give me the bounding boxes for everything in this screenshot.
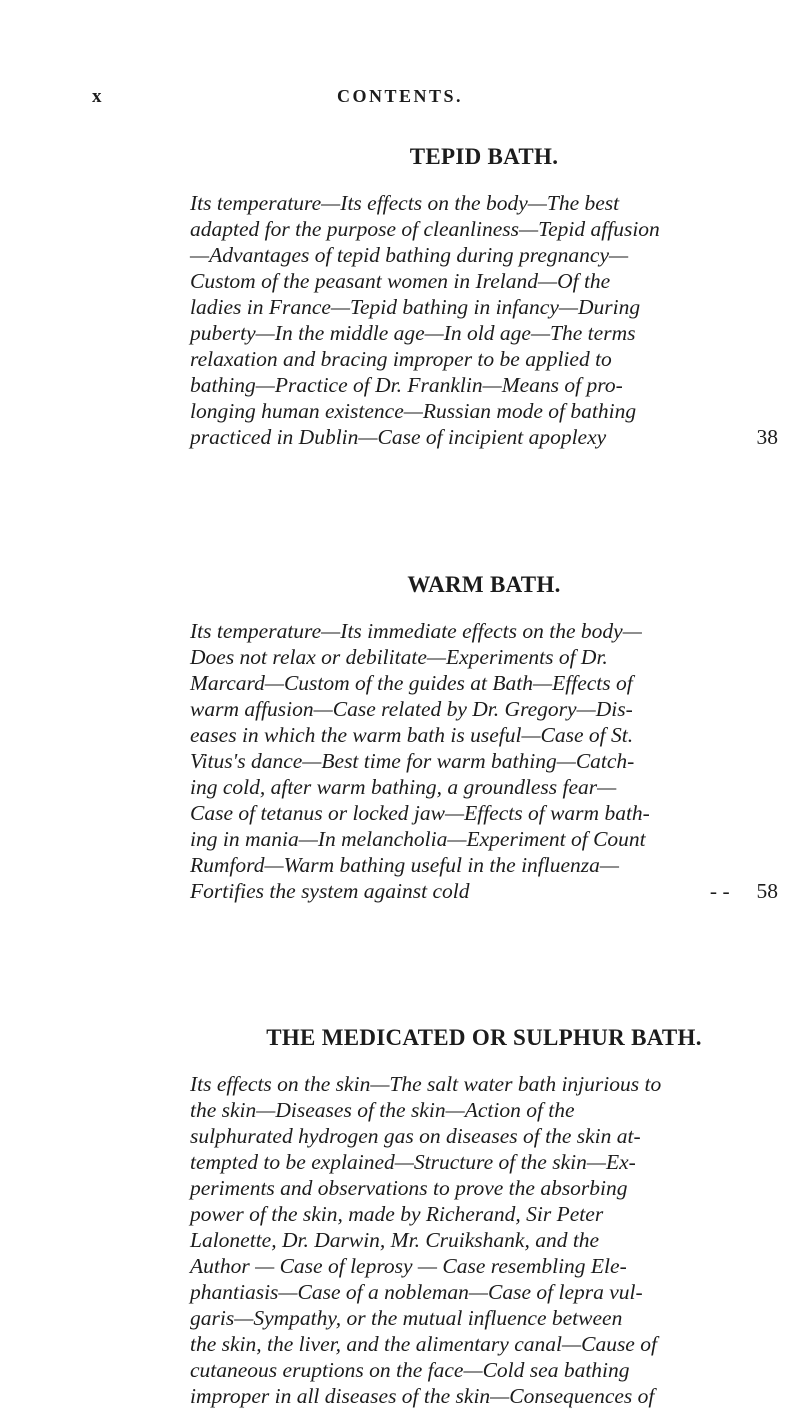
summary-line: bathing—Practice of Dr. Franklin—Means of pro- [190, 373, 623, 397]
summary-line: Its temperature—Its immediate effects on the body— [190, 619, 642, 643]
dot-leader: - - [709, 879, 730, 903]
summary-line-last [190, 878, 778, 904]
summary-line: tempted to be explained—Structure of the skin—Ex- [190, 1150, 636, 1174]
summary-line: —Advantages of tepid bathing during pregnancy— [190, 243, 629, 267]
summary-line: Its effects on the skin—The salt water bath injurious to [190, 1072, 662, 1096]
section-tepid-bath [190, 142, 778, 450]
summary-line: Does not relax or debilitate—Experiments of Dr. [190, 645, 608, 669]
summary-line: adapted for the purpose of cleanliness—Tepid affusion [190, 217, 660, 241]
page-number: x [92, 86, 103, 107]
page-reference: 58 [756, 879, 778, 903]
summary-line: power of the skin, made by Richerand, Sir Peter [190, 1202, 604, 1226]
summary-line: Vitus's dance—Best time for warm bathing—Catch- [190, 749, 635, 773]
summary-line: Its temperature—Its effects on the body—The best [190, 191, 620, 215]
section-summary [190, 618, 778, 904]
running-head-title: CONTENTS. [336, 86, 464, 106]
summary-line: Custom of the peasant women in Ireland—Of the [190, 269, 611, 293]
summary-line: the skin—Diseases of the skin—Action of the [190, 1098, 575, 1122]
summary-line: relaxation and bracing improper to be applied to [190, 347, 612, 371]
summary-line: sulphurated hydrogen gas on diseases of the skin at- [190, 1124, 641, 1148]
summary-line: Case of tetanus or locked jaw—Effects of warm bath- [190, 801, 650, 825]
section-summary [190, 1071, 778, 1409]
section-title: TEPID BATH. [409, 144, 559, 169]
summary-line: phantiasis—Case of a nobleman—Case of lepra vul- [190, 1280, 643, 1304]
summary-line: Lalonette, Dr. Darwin, Mr. Cruikshank, and the [190, 1228, 600, 1252]
section-title: WARM BATH. [407, 572, 561, 597]
summary-line: improper in all diseases of the skin—Consequences of [190, 1384, 655, 1408]
section-title: THE MEDICATED OR SULPHUR BATH. [266, 1025, 702, 1050]
summary-line: cutaneous eruptions on the face—Cold sea bathing [190, 1358, 630, 1382]
section-warm-bath [190, 570, 778, 904]
running-head [0, 86, 800, 112]
summary-line-text: Fortifies the system against cold [190, 879, 470, 903]
page-reference-group [710, 878, 778, 904]
section-summary [190, 190, 778, 450]
summary-line: warm affusion—Case related by Dr. Gregory—Dis- [190, 697, 633, 721]
summary-line: garis—Sympathy, or the mutual influence between [190, 1306, 623, 1330]
summary-line: ladies in France—Tepid bathing in infancy—During [190, 295, 641, 319]
page-reference: 38 [756, 425, 778, 449]
summary-line: the skin, the liver, and the alimentary canal—Cause of [190, 1332, 657, 1356]
section-sulphur-bath [190, 1023, 778, 1409]
summary-line: puberty—In the middle age—In old age—The terms [190, 321, 636, 345]
summary-line: longing human existence—Russian mode of bathing [190, 399, 637, 423]
summary-line: Marcard—Custom of the guides at Bath—Effects of [190, 671, 633, 695]
summary-line: ing cold, after warm bathing, a groundless fear— [190, 775, 617, 799]
summary-line-last [190, 424, 778, 450]
summary-line: periments and observations to prove the absorbing [190, 1176, 628, 1200]
summary-line: ing in mania—In melancholia—Experiment of Count [190, 827, 646, 851]
summary-line-text: practiced in Dublin—Case of incipient apoplexy [190, 425, 607, 449]
summary-line: eases in which the warm bath is useful—Case of St. [190, 723, 634, 747]
summary-line: Rumford—Warm bathing useful in the influenza— [190, 853, 620, 877]
summary-line: Author — Case of leprosy — Case resembling Ele- [190, 1254, 627, 1278]
